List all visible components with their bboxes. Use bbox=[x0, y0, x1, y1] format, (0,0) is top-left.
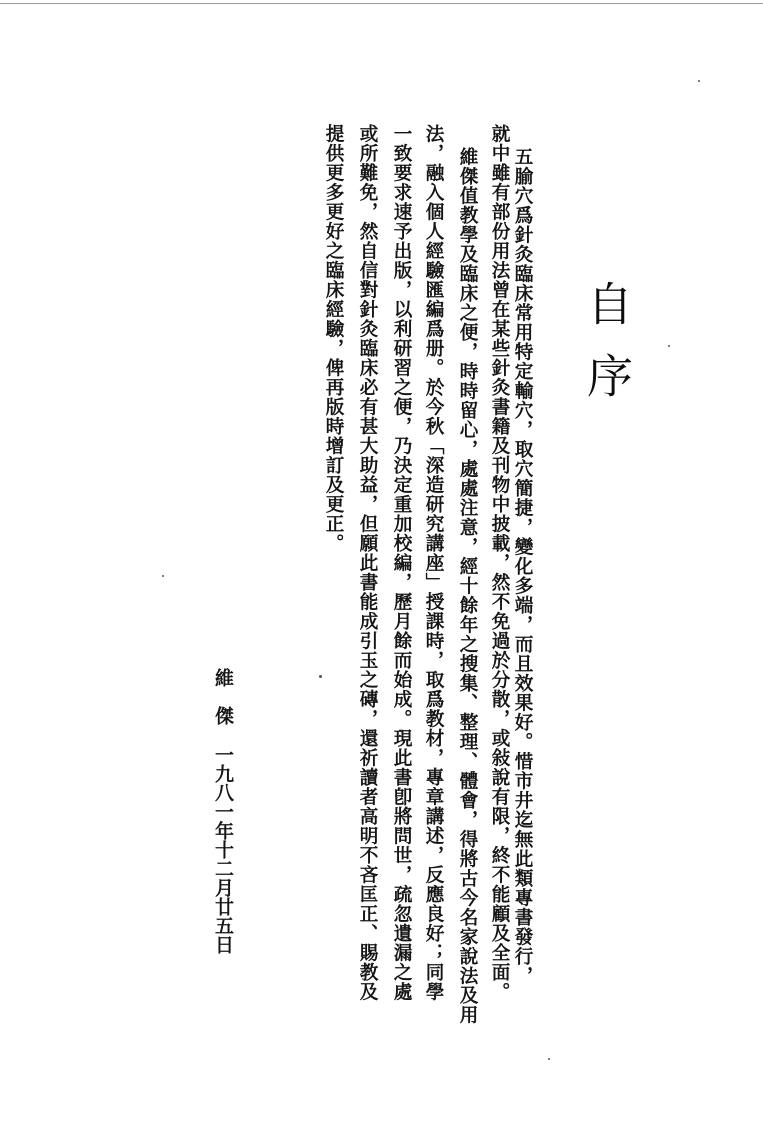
text-column-4: 法，融入個人經驗匯編爲册。於今秋「深造研究講座」授課時，取爲教材，專章講述，反應良好；同學 bbox=[423, 124, 444, 1002]
scan-speck bbox=[698, 80, 700, 82]
scan-speck bbox=[548, 1058, 550, 1060]
top-border-line bbox=[0, 3, 763, 4]
text-column-5: 一致要求速予出版，以利研習之便，乃決定重加校編，歷月餘而始成。現此書卽將問世，疏忽遺漏之處 bbox=[391, 124, 412, 1002]
signature-name-first: 維 bbox=[212, 668, 234, 687]
signature-date: 一九八一年十二月廿五日 bbox=[212, 745, 234, 954]
scan-speck bbox=[162, 575, 164, 577]
text-column-6: 或所難免，然自信對針灸臨床必有甚大助益，但願此書能成引玉之磚，還祈讀者高明不吝匡正、賜教及 bbox=[357, 124, 378, 1002]
text-column-7: 提供更多更好之臨床經驗，俾再版時增訂及更正。 bbox=[323, 124, 344, 553]
text-column-3: 維傑值教學及臨床之便，時時留心，處處注意，經十餘年之搜集、整理、體會，得將古今名家說法及用 bbox=[457, 147, 478, 1025]
text-column-1: 五腧穴爲針灸臨床常用特定輸穴，取穴簡捷，變化多端，而且效果好。惜市井迄無此類專書發行， bbox=[512, 147, 533, 986]
text-column-2: 就中雖有部份用法曾在某些針灸書籍及刊物中披載，然不免過於分散，或敍說有限，終不能顧及全面。 bbox=[489, 124, 510, 1002]
scan-speck bbox=[319, 675, 322, 678]
signature-name-second: 傑 bbox=[212, 706, 234, 725]
preface-title: 自序 bbox=[580, 280, 634, 424]
scan-speck bbox=[668, 345, 670, 347]
